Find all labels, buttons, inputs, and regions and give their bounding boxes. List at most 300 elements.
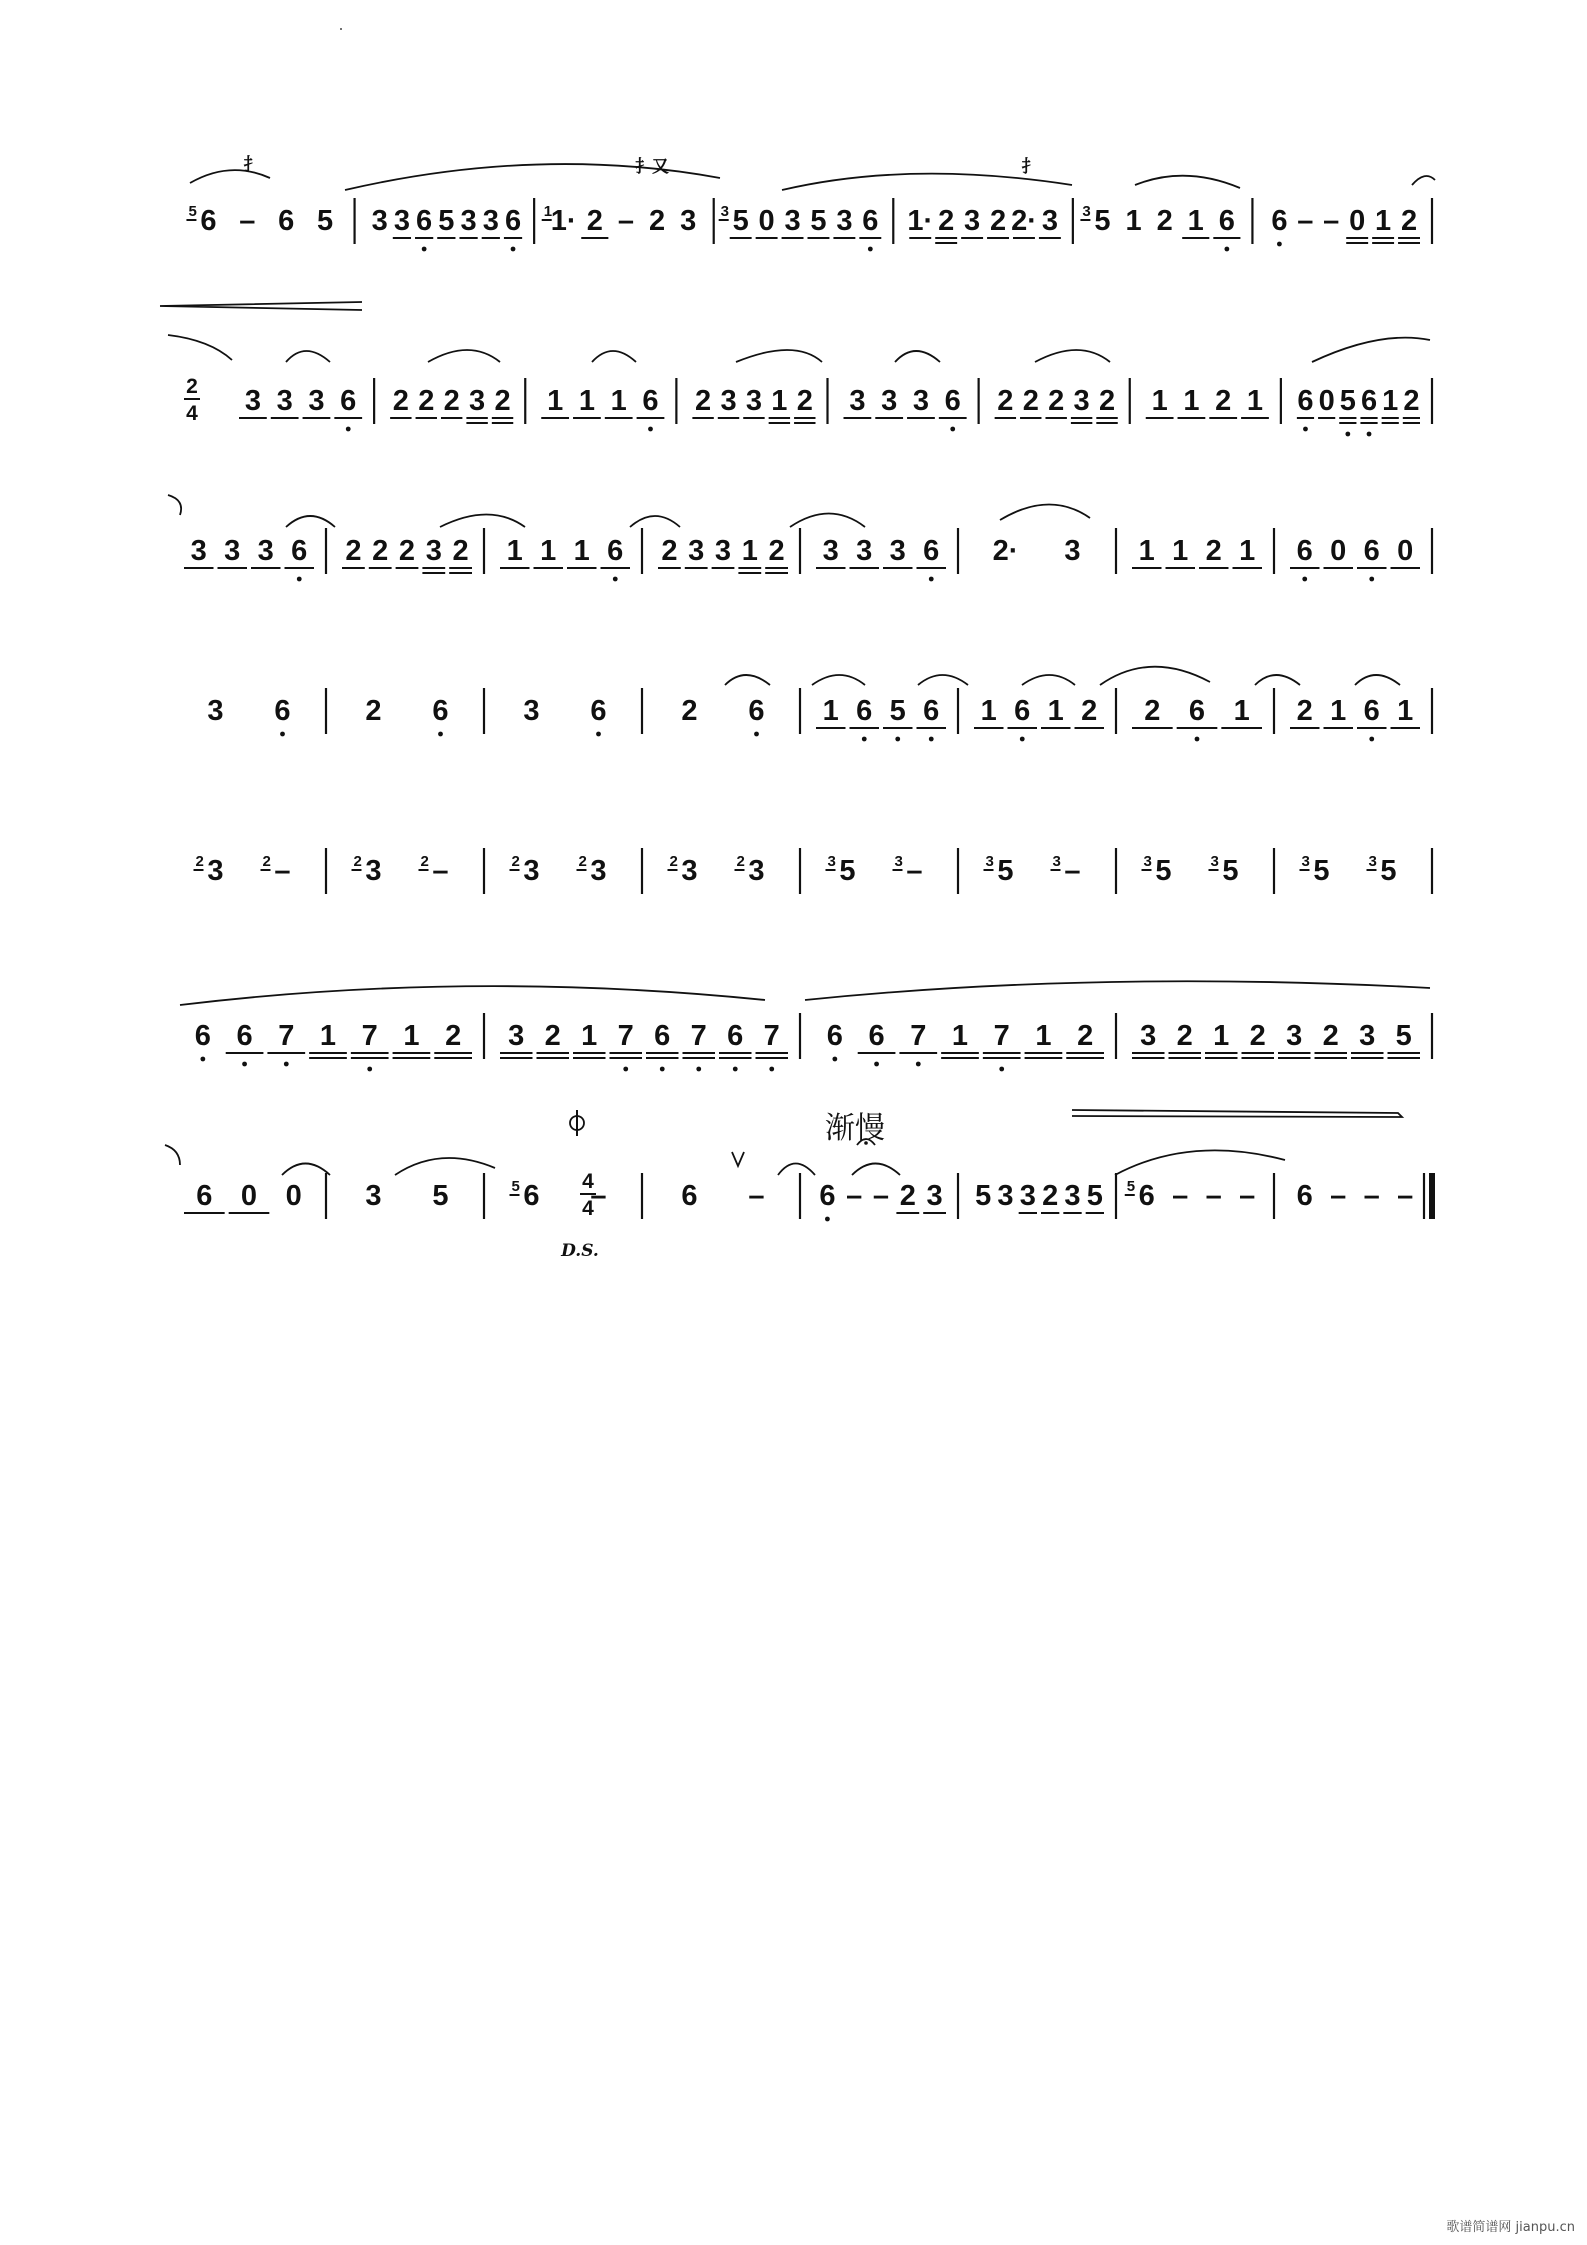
note-digit: 1 xyxy=(1125,205,1142,237)
dash: – xyxy=(1239,1180,1256,1212)
slur xyxy=(286,516,335,527)
slur xyxy=(1412,176,1435,185)
slur xyxy=(168,335,232,360)
note-digit: 3 xyxy=(469,385,486,417)
dash: – xyxy=(846,1180,863,1212)
slur xyxy=(812,675,865,685)
note-digit: 7 xyxy=(763,1020,780,1052)
note-digit: 2 xyxy=(1249,1020,1266,1052)
note-digit: 1 xyxy=(319,1020,337,1052)
octave-dot xyxy=(1303,427,1308,432)
note-digit: 6 xyxy=(923,695,940,727)
note-digit: 2 xyxy=(1098,385,1116,417)
octave-dot xyxy=(769,1067,774,1072)
dash: – xyxy=(1172,1180,1189,1212)
note-digit: 2 xyxy=(1296,695,1313,727)
note-digit: 3 xyxy=(224,535,241,567)
note-digit: 1 xyxy=(822,695,839,727)
dash: – xyxy=(1323,205,1340,237)
grace-note: 5 xyxy=(511,1178,520,1195)
note-digit: 3 xyxy=(1140,1020,1157,1052)
dash: – xyxy=(906,855,923,887)
dash: – xyxy=(1330,1180,1347,1212)
octave-dot xyxy=(895,737,900,742)
grace-note: 3 xyxy=(1052,853,1061,870)
note-digit: 5 xyxy=(1380,855,1397,887)
grace-note: 2 xyxy=(353,853,362,870)
grace-note: 3 xyxy=(1301,853,1310,870)
note-digit: 6 xyxy=(607,535,624,567)
note-digit: 1 xyxy=(1172,535,1189,567)
note-digit: 0 xyxy=(1318,385,1335,417)
note-digit: 1· xyxy=(907,205,934,237)
note-digit: 2 xyxy=(695,385,712,417)
note-digit: 5 xyxy=(1395,1020,1412,1052)
note-digit: 6 xyxy=(523,1180,540,1212)
note-digit: 1 xyxy=(578,385,595,417)
note-digit: 1 xyxy=(1151,385,1168,417)
octave-dot xyxy=(648,427,653,432)
note-digit: 5 xyxy=(432,1180,449,1212)
note-digit: 3 xyxy=(276,385,293,417)
note-digit: 2 xyxy=(345,535,362,567)
dash: – xyxy=(590,1180,607,1212)
note-digit: 6 xyxy=(819,1180,836,1212)
ds-text: D.S. xyxy=(561,1241,599,1261)
note-digit: 2 xyxy=(1144,695,1161,727)
slur xyxy=(1000,504,1090,520)
note-digit: 5 xyxy=(997,855,1014,887)
note-digit: 2 xyxy=(1400,205,1418,237)
octave-dot xyxy=(916,1062,921,1067)
note-digit: 2 xyxy=(648,205,666,237)
note-digit: 3 xyxy=(523,855,540,887)
note-digit: 2 xyxy=(997,385,1014,417)
note-digit: 6 xyxy=(200,205,217,237)
octave-dot xyxy=(1302,577,1307,582)
note-digit: 2 xyxy=(938,205,955,237)
note-digit: 6 xyxy=(727,1020,744,1052)
octave-dot xyxy=(297,577,302,582)
slur xyxy=(1035,350,1110,362)
note-digit: 1 xyxy=(980,695,997,727)
note-digit: 2 xyxy=(1176,1020,1193,1052)
dash: – xyxy=(748,1180,765,1212)
note-digit: 1 xyxy=(540,535,557,567)
note-digit: 3 xyxy=(912,385,930,417)
grace-note: 2 xyxy=(511,853,520,870)
note-digit: 6 xyxy=(856,695,873,727)
note-digit: 1 xyxy=(1047,695,1064,727)
note-digit: 1 xyxy=(1233,695,1250,727)
grace-note: 3 xyxy=(827,853,836,870)
expression-text: 渐慢 xyxy=(825,1111,885,1146)
note-digit: 3 xyxy=(1073,385,1090,417)
note-digit: 1 xyxy=(1382,385,1399,417)
note-digit: 7 xyxy=(361,1020,378,1052)
slur xyxy=(1100,667,1210,685)
note-digit: 3 xyxy=(997,1180,1014,1212)
octave-dot xyxy=(623,1067,628,1072)
note-digit: 3 xyxy=(1041,205,1058,237)
note-digit: 3 xyxy=(393,205,410,237)
note-digit: 3 xyxy=(508,1020,525,1052)
note-digit: 1 xyxy=(741,535,758,567)
note-digit: 7 xyxy=(910,1020,927,1052)
note-digit: 1 xyxy=(1397,695,1414,727)
slur xyxy=(1022,675,1075,685)
note-digit: 3 xyxy=(371,205,388,237)
note-digit: 5 xyxy=(732,205,749,237)
note-digit: 3 xyxy=(590,855,607,887)
slur xyxy=(286,351,330,362)
note-digit: 3 xyxy=(822,535,839,567)
grace-note: 3 xyxy=(985,853,994,870)
note-digit: 6 xyxy=(1138,1180,1155,1212)
octave-dot xyxy=(346,427,351,432)
octave-dot xyxy=(1367,432,1372,437)
note-digit: 3 xyxy=(365,1180,382,1212)
note-digit: 3 xyxy=(1359,1020,1376,1052)
note-digit: 7 xyxy=(993,1020,1010,1052)
slur xyxy=(1312,338,1430,362)
note-digit: 3 xyxy=(964,205,981,237)
technique-mark: 扌 xyxy=(243,155,261,175)
octave-dot xyxy=(874,1062,879,1067)
note-digit: 1 xyxy=(506,535,523,567)
diminuendo-hairpin xyxy=(160,302,362,310)
octave-dot xyxy=(1369,577,1374,582)
note-digit: 2 xyxy=(372,535,389,567)
note-digit: 3 xyxy=(482,205,499,237)
score-markings xyxy=(160,164,1435,1175)
note-digit: 6 xyxy=(1271,205,1288,237)
note-digit: 1 xyxy=(771,385,788,417)
note-digit: 6 xyxy=(681,1180,698,1212)
note-digit: 3 xyxy=(308,385,325,417)
grace-note: 2 xyxy=(420,853,429,870)
note-digit: 6 xyxy=(862,205,879,237)
note-digit: 3 xyxy=(207,855,224,887)
note-digit: 2 xyxy=(445,1020,462,1052)
octave-dot xyxy=(367,1067,372,1072)
slur xyxy=(165,1145,180,1165)
note-digit: 6 xyxy=(291,535,308,567)
note-digit: 5 xyxy=(1222,855,1239,887)
note-digit: 1 xyxy=(1375,205,1392,237)
note-digit: 2 xyxy=(681,695,698,727)
note-digit: 6 xyxy=(1363,695,1380,727)
grace-note: 3 xyxy=(1210,853,1219,870)
note-digit: 2 xyxy=(899,1180,916,1212)
grace-note: 3 xyxy=(1082,203,1091,220)
octave-dot xyxy=(613,577,618,582)
note-digit: 2 xyxy=(768,535,785,567)
octave-dot xyxy=(1369,737,1374,742)
note-digit: 6 xyxy=(748,695,765,727)
note-digit: 5 xyxy=(1339,385,1356,417)
octave-dot xyxy=(1195,737,1200,742)
note-digit: 3 xyxy=(881,385,898,417)
note-digit: 3 xyxy=(244,385,261,417)
note-digit: 5 xyxy=(1313,855,1330,887)
note-digit: 6 xyxy=(194,1020,211,1052)
octave-dot xyxy=(200,1057,205,1062)
note-digit: 6 xyxy=(654,1020,671,1052)
note-digit: 3 xyxy=(681,855,698,887)
note-digit: 6 xyxy=(340,385,357,417)
octave-dot xyxy=(422,247,427,252)
note-digit: 2 xyxy=(1156,205,1173,237)
note-digit: 6 xyxy=(1014,695,1031,727)
note-digit: 0 xyxy=(1349,205,1366,237)
slur xyxy=(168,495,181,515)
grace-note: 2 xyxy=(669,853,678,870)
note-digit: 3 xyxy=(836,205,853,237)
note-digit: 3 xyxy=(1064,1180,1081,1212)
slur xyxy=(1115,1150,1285,1175)
note-digit: 2 xyxy=(452,535,469,567)
note-digit: 3 xyxy=(190,535,207,567)
time-sig-den: 4 xyxy=(582,1197,594,1220)
note-digit: 3 xyxy=(257,535,274,567)
octave-dot xyxy=(929,737,934,742)
note-digit: 2· xyxy=(1011,205,1037,237)
note-digit: 6 xyxy=(196,1180,213,1212)
breath-mark xyxy=(732,1152,744,1166)
slur xyxy=(395,1158,495,1175)
note-digit: 2 xyxy=(418,385,435,417)
note-digit: 5 xyxy=(317,205,334,237)
note-digit: 1 xyxy=(573,535,590,567)
note-digit: 5 xyxy=(975,1180,992,1212)
slur xyxy=(918,675,968,685)
note-digit: 3 xyxy=(720,385,737,417)
slur xyxy=(790,514,865,528)
slur xyxy=(736,350,822,362)
technique-mark: 扌 xyxy=(1021,157,1039,177)
note-digit: 3 xyxy=(1019,1180,1036,1212)
note-digit: 5 xyxy=(1155,855,1172,887)
note-digit: 2 xyxy=(586,205,603,237)
note-digit: 1 xyxy=(1183,385,1200,417)
note-digit: 2 xyxy=(1322,1020,1339,1052)
note-digit: 1 xyxy=(1246,385,1264,417)
octave-dot xyxy=(511,247,516,252)
note-digit: 1 xyxy=(1239,535,1256,567)
octave-dot xyxy=(1277,242,1282,247)
note-digit: 0 xyxy=(1330,535,1347,567)
note-digit: 6 xyxy=(923,535,940,567)
octave-dot xyxy=(825,1217,830,1222)
note-digit: 3 xyxy=(680,205,697,237)
note-digit: 6 xyxy=(1218,205,1235,237)
grace-note: 3 xyxy=(720,203,730,220)
note-digit: 1 xyxy=(951,1020,969,1052)
dash: – xyxy=(1397,1180,1414,1212)
note-digit: 2 xyxy=(544,1020,561,1052)
technique-mark: 扌又 xyxy=(635,157,669,177)
note-digit: 2 xyxy=(1048,385,1065,417)
note-digit: 0 xyxy=(1397,535,1414,567)
slur xyxy=(428,350,500,362)
octave-dot xyxy=(868,247,873,252)
note-digit: 3 xyxy=(714,535,732,567)
note-digit: 3 xyxy=(926,1180,943,1212)
note-digit: 2 xyxy=(398,535,416,567)
note-digit: 6 xyxy=(274,695,291,727)
slur xyxy=(440,515,525,528)
slur xyxy=(1255,675,1300,685)
grace-note: 2 xyxy=(578,853,587,870)
dash: – xyxy=(432,855,449,887)
note-digit: 2 xyxy=(392,385,409,417)
time-sig-num: 2 xyxy=(186,375,198,398)
note-digit: 6 xyxy=(868,1020,885,1052)
note-digit: 0 xyxy=(285,1180,302,1212)
slur xyxy=(725,675,770,685)
slur xyxy=(1355,675,1400,685)
octave-dot xyxy=(832,1057,837,1062)
octave-dot xyxy=(596,732,601,737)
octave-dot xyxy=(280,732,285,737)
crescendo-hairpin xyxy=(1072,1110,1402,1117)
octave-dot xyxy=(862,737,867,742)
note-digit: 2 xyxy=(1042,1180,1059,1212)
note-digit: 2 xyxy=(661,535,678,567)
note-digit: 2 xyxy=(1022,385,1039,417)
octave-dot xyxy=(438,732,443,737)
note-digit: 5 xyxy=(839,855,856,887)
note-digit: 6 xyxy=(432,695,449,727)
grace-note: 2 xyxy=(736,853,745,870)
note-digit: 2 xyxy=(1077,1020,1094,1052)
octave-dot xyxy=(242,1062,247,1067)
note-digit: 6 xyxy=(1363,535,1380,567)
grace-note: 5 xyxy=(1126,1178,1136,1195)
note-digit: 1· xyxy=(550,205,577,237)
slur xyxy=(895,351,940,362)
note-digit: 1 xyxy=(403,1020,420,1052)
slur xyxy=(805,981,1430,1000)
note-digit: 3 xyxy=(688,535,705,567)
octave-dot xyxy=(754,732,759,737)
dash: – xyxy=(872,1180,890,1212)
octave-dot xyxy=(950,427,955,432)
note-digit: 6 xyxy=(278,205,295,237)
dash: – xyxy=(1363,1180,1380,1212)
slur xyxy=(1135,176,1240,188)
note-digit: 3 xyxy=(748,855,765,887)
time-sig-den: 4 xyxy=(186,402,198,425)
note-digit: 3 xyxy=(523,695,540,727)
note-digit: 2 xyxy=(443,385,460,417)
time-sig-num: 4 xyxy=(582,1170,594,1193)
note-digit: 3 xyxy=(849,385,866,417)
slur xyxy=(282,1164,330,1176)
note-digit: 0 xyxy=(240,1180,258,1212)
note-digit: 1 xyxy=(547,385,564,417)
note-digit: 2 xyxy=(365,695,382,727)
note-digit: 7 xyxy=(617,1020,634,1052)
dash: – xyxy=(1205,1180,1222,1212)
grace-note: 3 xyxy=(894,853,903,870)
note-digit: 2 xyxy=(494,385,511,417)
octave-dot xyxy=(660,1067,665,1072)
octave-dot xyxy=(1345,432,1350,437)
note-digit: 6 xyxy=(1360,385,1378,417)
slur xyxy=(180,986,765,1005)
note-digit: 3 xyxy=(1064,535,1081,567)
note-digit: 1 xyxy=(581,1020,598,1052)
note-digit: 7 xyxy=(278,1020,295,1052)
note-digit: 3 xyxy=(745,385,763,417)
note-digit: 3 xyxy=(460,205,477,237)
dash: – xyxy=(274,855,291,887)
note-digit: 3 xyxy=(889,535,906,567)
grace-note: 3 xyxy=(1143,853,1152,870)
note-digit: 2 xyxy=(1081,695,1098,727)
note-digit: 6 xyxy=(1296,535,1313,567)
watermark-text: 歌谱简谱网 jianpu.cn xyxy=(1446,2220,1575,2235)
dash: – xyxy=(617,205,634,237)
note-digit: 2 xyxy=(796,385,813,417)
note-digit: 5 xyxy=(810,205,827,237)
note-digit: 1 xyxy=(1035,1020,1052,1052)
note-digit: 6 xyxy=(416,205,433,237)
note-digit: 1 xyxy=(1330,695,1347,727)
grace-note: 5 xyxy=(188,203,197,220)
note-digit: 1 xyxy=(1213,1020,1230,1052)
grace-note: 3 xyxy=(1368,853,1377,870)
dash: – xyxy=(1064,855,1081,887)
note-digit: 2· xyxy=(992,535,1019,567)
note-digit: 6 xyxy=(236,1020,253,1052)
note-digit: 2 xyxy=(1403,385,1420,417)
octave-dot xyxy=(696,1067,701,1072)
note-digit: 3 xyxy=(784,205,801,237)
note-digit: 3 xyxy=(1286,1020,1303,1052)
note-digit: 2 xyxy=(989,205,1007,237)
note-digit: 5 xyxy=(438,205,455,237)
grace-note: 2 xyxy=(195,853,204,870)
note-digit: 6 xyxy=(1296,1180,1313,1212)
score-notes xyxy=(184,154,1432,1261)
note-digit: 5 xyxy=(1094,205,1111,237)
note-digit: 6 xyxy=(1297,385,1314,417)
note-digit: 1 xyxy=(1138,535,1155,567)
slur xyxy=(592,351,636,362)
octave-dot xyxy=(999,1067,1004,1072)
octave-dot xyxy=(284,1062,289,1067)
octave-dot xyxy=(929,577,934,582)
note-digit: 6 xyxy=(590,695,607,727)
note-digit: 6 xyxy=(504,205,522,237)
note-digit: 6 xyxy=(826,1020,843,1052)
octave-dot xyxy=(1224,247,1229,252)
note-digit: 0 xyxy=(758,205,775,237)
grace-note: 1 xyxy=(543,203,553,220)
note-digit: 7 xyxy=(690,1020,707,1052)
note-digit: 3 xyxy=(856,535,873,567)
slur xyxy=(630,516,680,527)
note-digit: 3 xyxy=(207,695,224,727)
note-digit: 2 xyxy=(1205,535,1222,567)
dash: – xyxy=(239,205,256,237)
coda-sign xyxy=(570,1110,584,1136)
octave-dot xyxy=(1020,737,1025,742)
note-digit: 3 xyxy=(425,535,442,567)
